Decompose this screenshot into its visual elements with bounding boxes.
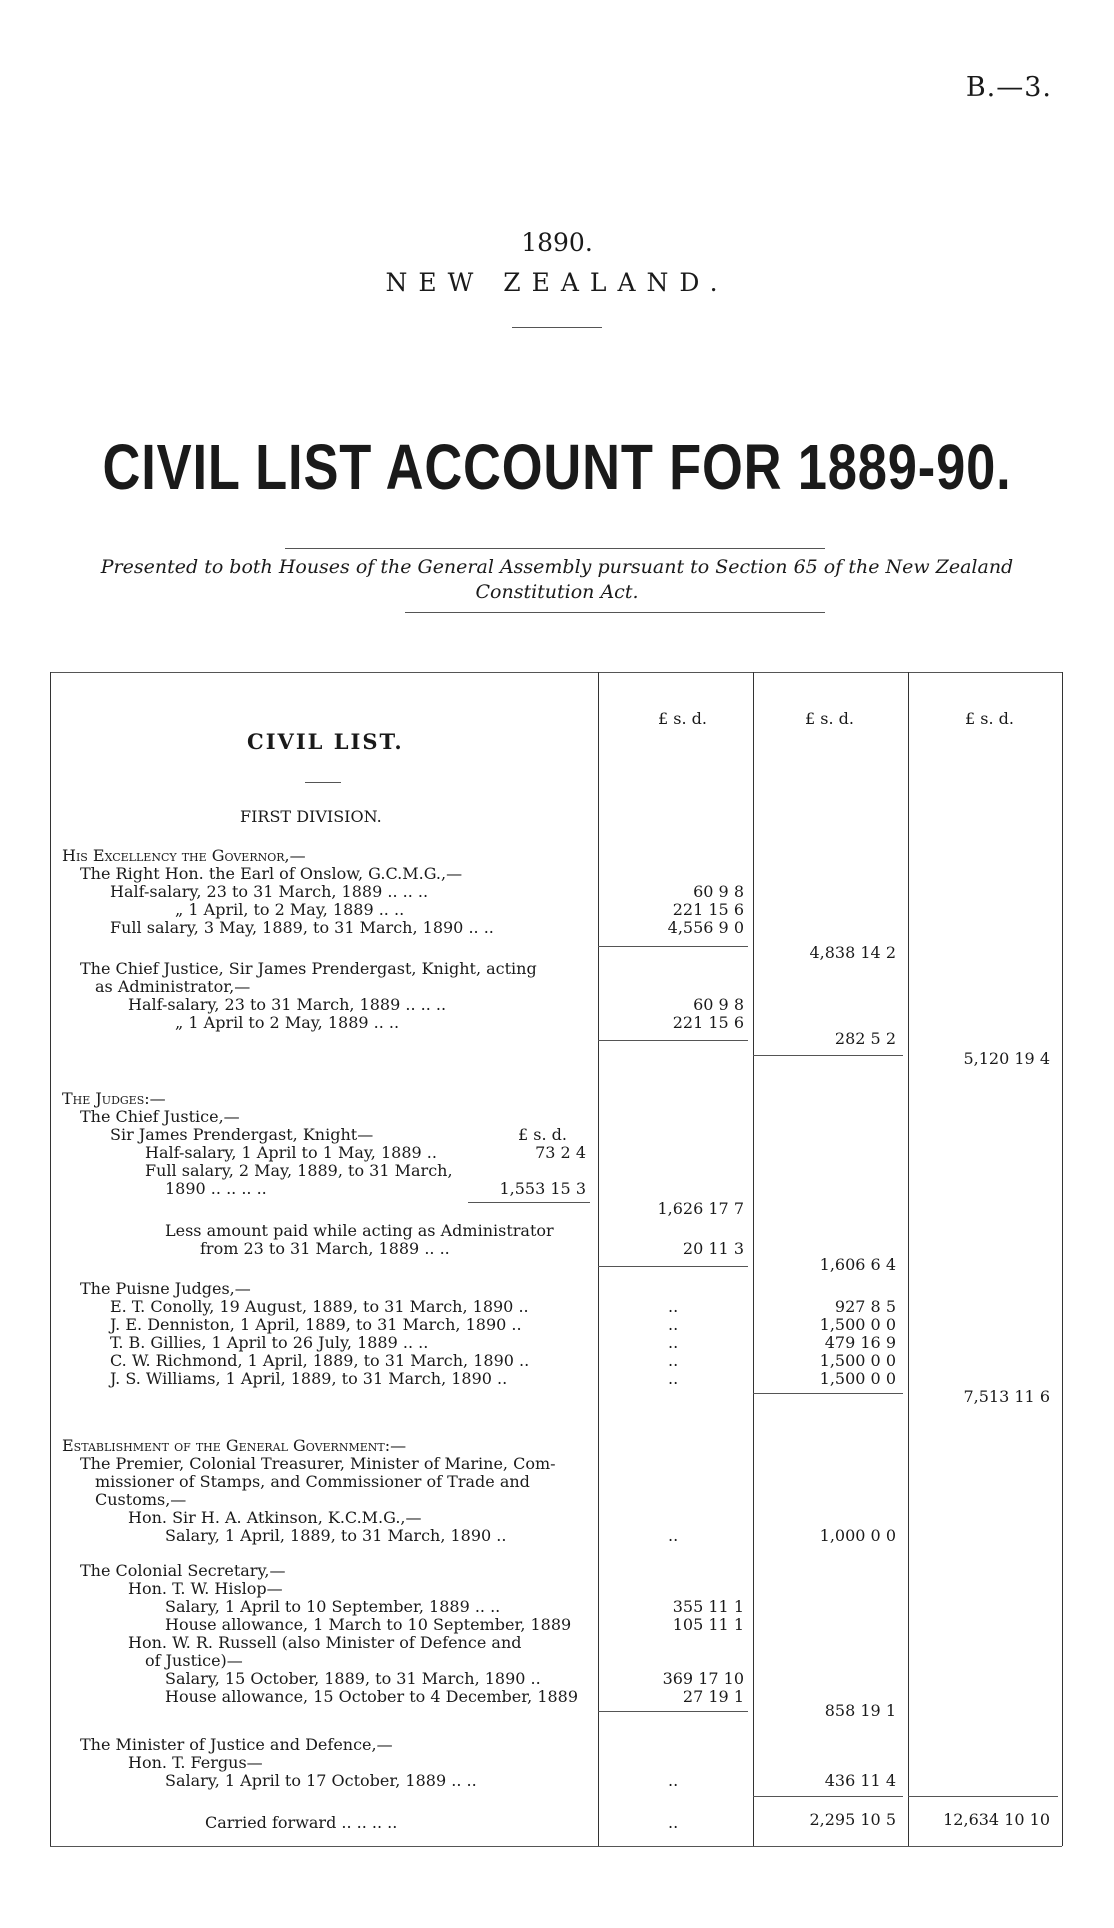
line-text: Less amount paid while acting as Administrator [165,1221,554,1240]
subtotal: 282 5 2 [834,1029,896,1048]
column-rule [50,672,51,1846]
placeholder-dots: .. [668,1369,679,1388]
section-total: 5,120 19 4 [963,1049,1050,1068]
line-text: Full salary, 2 May, 1889, to 31 March, [145,1161,453,1180]
table-top-rule [50,672,1062,673]
line-text: House allowance, 15 October to 4 December, 1889 [165,1687,579,1706]
table-row: J. S. Williams, 1 April, 1889, to 31 March, 1890 .. [110,1369,508,1388]
divider [512,327,602,328]
amount: 1,626 17 7 [657,1199,744,1218]
line-text: The Right Hon. the Earl of Onslow, G.C.M.G.,— [80,864,463,883]
placeholder-dots: .. [668,1813,679,1832]
inner-amount: 73 2 4 [535,1143,586,1162]
amount: 221 15 6 [672,1013,744,1032]
presented-statement: Presented to both Houses of the General Assembly pursuant to Section 65 of the New Zealand Constitution Act. [100,556,1014,603]
line-text: missioner of Stamps, and Commissioner of Trade and [95,1472,530,1491]
placeholder-dots: .. [668,1351,679,1370]
carried-forward-total: 12,634 10 10 [943,1810,1050,1829]
line-text: The Chief Justice,— [80,1107,240,1126]
amount: 60 9 8 [693,882,744,901]
subtotal: 1,606 6 4 [819,1255,896,1274]
amount: 1,500 0 0 [819,1315,896,1334]
line-text: Salary, 1 April, 1889, to 31 March, 1890 .. [165,1526,507,1545]
amount: 369 17 10 [662,1669,744,1688]
amount: 4,556 9 0 [667,918,744,937]
line-text: Salary, 1 April to 17 October, 1889 .. .. [165,1771,477,1790]
country-heading: NEW ZEALAND. [385,268,729,297]
line-text: „ 1 April to 2 May, 1889 .. .. [175,1013,400,1032]
line-text: „ 1 April, to 2 May, 1889 .. .. [175,900,405,919]
amount: 60 9 8 [693,995,744,1014]
line-text: The Premier, Colonial Treasurer, Minister of Marine, Com- [80,1454,556,1473]
sum-rule [908,1796,1058,1797]
amount: 1,500 0 0 [819,1369,896,1388]
column-rule [753,672,754,1846]
table-heading: CIVIL LIST. [247,729,404,754]
line-text: Salary, 1 April to 10 September, 1889 .. .. [165,1597,501,1616]
line-text: The Puisne Judges,— [80,1279,251,1298]
line-text: Hon. T. W. Hislop— [128,1579,283,1598]
placeholder-dots: .. [668,1315,679,1334]
line-text: Hon. W. R. Russell (also Minister of Defence and [128,1633,522,1652]
column-rule [908,672,909,1846]
sum-rule [753,1055,903,1056]
carried-forward-label: Carried forward .. .. .. .. [205,1813,398,1832]
carried-forward-subtotal: 2,295 10 5 [809,1810,896,1829]
line-text: Salary, 15 October, 1889, to 31 March, 1890 .. [165,1669,541,1688]
line-text: Half-salary, 23 to 31 March, 1889 .. .. .. [110,882,429,901]
line-text: Hon. T. Fergus— [128,1753,263,1772]
amount: 355 11 1 [672,1597,744,1616]
placeholder-dots: .. [668,1526,679,1545]
document-reference: B.—3. [965,72,1052,103]
line-text: The Chief Justice, Sir James Prendergast, Knight, acting [80,959,537,978]
placeholder-dots: .. [668,1771,679,1790]
line-text: House allowance, 1 March to 10 September, 1889 [165,1615,572,1634]
column-header-2: £ s. d. [805,709,854,728]
subtotal: 858 19 1 [824,1701,896,1720]
section-heading: His Excellency the Governor,— [62,846,306,865]
page-title: CIVIL LIST ACCOUNT FOR 1889-90. [102,431,1012,503]
table-row: J. E. Denniston, 1 April, 1889, to 31 March, 1890 .. [110,1315,522,1334]
amount: 105 11 1 [672,1615,744,1634]
line-text: as Administrator,— [95,977,251,996]
column-rule [1062,672,1063,1846]
section-total: 7,513 11 6 [963,1387,1050,1406]
sum-rule [753,1393,903,1394]
divider [405,612,825,613]
subtotal: 4,838 14 2 [809,943,896,962]
amount: 1,000 0 0 [819,1526,896,1545]
line-text: 1890 .. .. .. .. [165,1179,267,1198]
amount: 1,500 0 0 [819,1351,896,1370]
line-text: Half-salary, 23 to 31 March, 1889 .. .. .. [128,995,447,1014]
line-text: from 23 to 31 March, 1889 .. .. [200,1239,450,1258]
line-text: Hon. Sir H. A. Atkinson, K.C.M.G.,— [128,1508,422,1527]
sum-rule [598,1040,748,1041]
sum-rule [468,1202,590,1203]
column-header-1: £ s. d. [658,709,707,728]
amount: 436 11 4 [824,1771,896,1790]
amount: 927 8 5 [834,1297,896,1316]
line-text: The Colonial Secretary,— [80,1561,286,1580]
inner-amount: 1,553 15 3 [499,1179,586,1198]
table-bottom-rule [50,1846,1062,1847]
line-text: Full salary, 3 May, 1889, to 31 March, 1890 .. .. [110,918,494,937]
line-text: The Minister of Justice and Defence,— [80,1735,393,1754]
line-text: Sir James Prendergast, Knight— [110,1125,374,1144]
amount: 20 11 3 [682,1239,744,1258]
inner-column-header: £ s. d. [518,1125,567,1144]
amount: 479 16 9 [824,1333,896,1352]
amount: 27 19 1 [682,1687,744,1706]
sum-rule [598,1711,748,1712]
placeholder-dots: .. [668,1297,679,1316]
section-heading: Establishment of the General Government:— [62,1436,407,1455]
line-text: Half-salary, 1 April to 1 May, 1889 .. [145,1143,437,1162]
document-year: 1890. [521,228,593,257]
column-header-3: £ s. d. [965,709,1014,728]
sum-rule [598,946,748,947]
sum-rule [753,1796,903,1797]
table-row: E. T. Conolly, 19 August, 1889, to 31 March, 1890 .. [110,1297,529,1316]
division-heading: FIRST DIVISION. [240,807,382,826]
amount: 221 15 6 [672,900,744,919]
placeholder-dots: .. [668,1333,679,1352]
divider [305,782,341,783]
line-text: of Justice)— [145,1651,243,1670]
table-row: C. W. Richmond, 1 April, 1889, to 31 March, 1890 .. [110,1351,530,1370]
line-text: Customs,— [95,1490,187,1509]
table-row: T. B. Gillies, 1 April to 26 July, 1889 .. .. [110,1333,429,1352]
divider [285,548,825,549]
column-rule [598,672,599,1846]
section-heading: The Judges:— [62,1089,166,1108]
sum-rule [598,1266,748,1267]
